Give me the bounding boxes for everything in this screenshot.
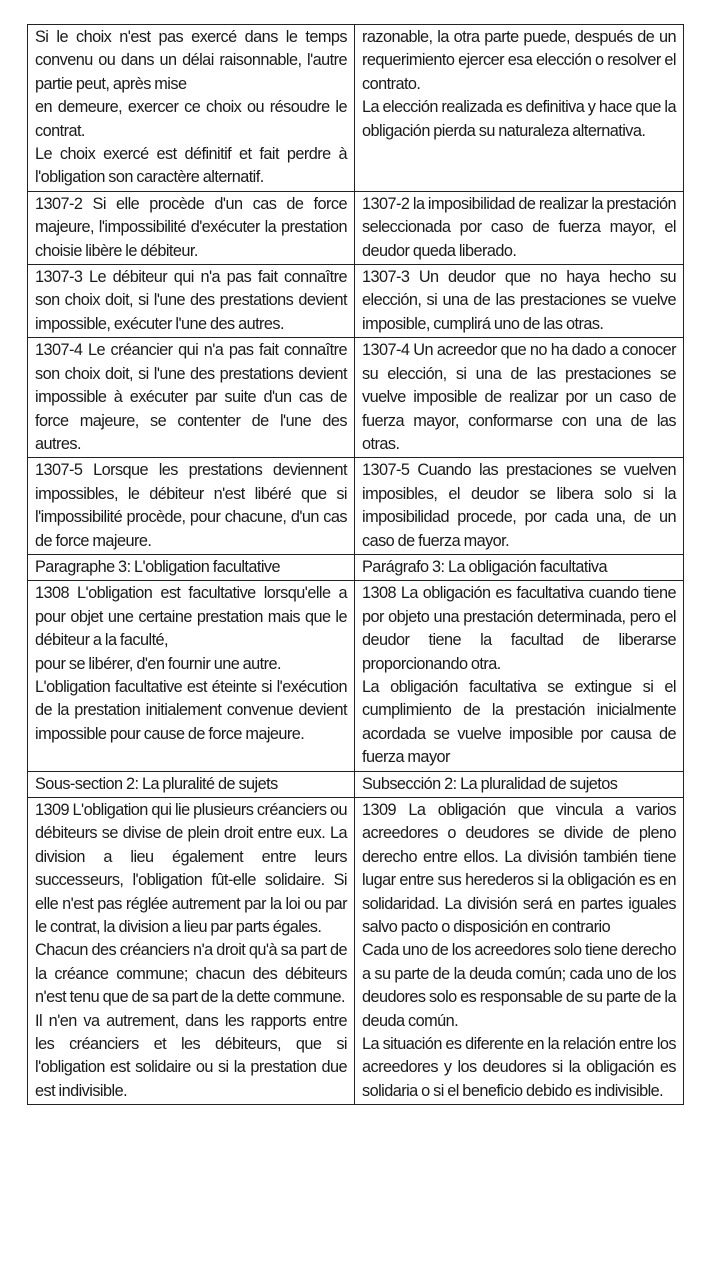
paragraph: razonable, la otra parte puede, después de un requerimiento ejercer esa elección o resolver el contrato. [362, 28, 676, 93]
french-text-cell [28, 798, 355, 1105]
paragraph: 1307-4 Un acreedor que no ha dado a conocer su elección, si una de las prestaciones se vuelve imposible de realizar por un caso de fuerza mayor, conformarse con una de las otras. [362, 341, 676, 453]
paragraph: L'obligation facultative est éteinte si l'exécution de la prestation initialement convenue devient impossible pour cause de force majeure. [35, 677, 347, 743]
spanish-text-cell [355, 338, 684, 458]
spanish-text-cell [355, 581, 684, 771]
paragraph: Chacun des créanciers n'a droit qu'à sa part de la créance commune; chacun des débiteurs n'est tenu que de sa part de la dette commune. [35, 941, 347, 1007]
table-row [28, 458, 684, 555]
paragraph: Le choix exercé est définitif et fait perdre à l'obligation son caractère alternatif. [35, 145, 347, 187]
table-body [28, 25, 684, 1105]
spanish-text-cell [355, 191, 684, 264]
paragraph: Subsección 2: La pluralidad de sujetos [362, 774, 618, 793]
table-row [28, 581, 684, 771]
paragraph: 1308 L'obligation est facultative lorsqu'elle a pour objet une certaine prestation mais que le débiteur a la faculté, [35, 584, 347, 650]
paragraph: pour se libérer, d'en fournir une autre. [35, 654, 282, 673]
paragraph: Sous-section 2: La pluralité de sujets [35, 774, 278, 793]
spanish-text-cell [355, 771, 684, 797]
table-row [28, 338, 684, 458]
french-text-cell [28, 338, 355, 458]
spanish-text-cell [355, 458, 684, 555]
table-row [28, 191, 684, 264]
spanish-text-cell [355, 554, 684, 580]
french-text-cell [28, 771, 355, 797]
section-heading-row [28, 554, 684, 580]
paragraph: Parágrafo 3: La obligación facultativa [362, 557, 608, 576]
paragraph: 1309 L'obligation qui lie plusieurs créanciers ou débiteurs se divise de plein droit entre eux. La division a lieu également entre leurs successeurs, l'obligation fût-elle solidaire. Si elle n'est pas réglée autrement par la loi ou par le contrat, la division a lieu par parts égales. [35, 801, 347, 937]
paragraph: La elección realizada es definitiva y hace que la obligación pierda su naturaleza alternativa. [362, 98, 676, 140]
paragraph: 1307-2 Si elle procède d'un cas de force majeure, l'impossibilité d'exécuter la prestation choisie libère le débiteur. [35, 194, 347, 260]
french-text-cell [28, 191, 355, 264]
table-row [28, 798, 684, 1105]
paragraph: Si le choix n'est pas exercé dans le temps convenu ou dans un délai raisonnable, l'autre partie peut, après mise [35, 28, 347, 93]
paragraph: La obligación facultativa se extingue si el cumplimiento de la prestación inicialmente acordada se vuelve imposible por causa de fuerza mayor [362, 677, 676, 767]
paragraph: 1309 La obligación que vincula a varios acreedores o deudores se divide de pleno derecho entre ellos. La división también tiene lugar entre sus herederos si la obligación es en solidaridad. La división será en partes iguales salvo pacto o disposición en contrario [362, 801, 676, 937]
french-text-cell [28, 581, 355, 771]
paragraph: Cada uno de los acreedores solo tiene derecho a su parte de la deuda común; cada uno de los deudores solo es responsable de su parte de la deuda común. [362, 941, 676, 1030]
french-text-cell [28, 265, 355, 338]
paragraph: Paragraphe 3: L'obligation facultative [35, 557, 281, 576]
table-row [28, 265, 684, 338]
paragraph: 1307-2 la imposibilidad de realizar la prestación seleccionada por caso de fuerza mayor, el deudor queda liberado. [362, 194, 676, 260]
table-row [28, 25, 684, 192]
paragraph: 1307-5 Lorsque les prestations deviennent impossibles, le débiteur n'est libéré que si l'impossibilité procède, pour chacune, d'un cas de force majeure. [35, 461, 347, 550]
paragraph: 1307-5 Cuando las prestaciones se vuelven imposibles, el deudor se libera solo si la imposibilidad procede, por cada una, de un caso de fuerza mayor. [362, 461, 676, 550]
french-text-cell [28, 25, 355, 192]
paragraph: 1307-3 Le débiteur qui n'a pas fait connaître son choix doit, si l'une des prestations devient impossible, exécuter l'une des autres. [35, 268, 347, 333]
spanish-text-cell [355, 265, 684, 338]
paragraph: en demeure, exercer ce choix ou résoudre le contrat. [35, 98, 347, 140]
paragraph: 1307-3 Un deudor que no haya hecho su elección, si una de las prestaciones se vuelve imposible, cumplirá uno de las otras. [362, 268, 676, 333]
spanish-text-cell [355, 25, 684, 192]
paragraph: Il n'en va autrement, dans les rapports entre les créanciers et les débiteurs, que si l'obligation est solidaire ou si la prestation due est indivisible. [35, 1011, 347, 1100]
bilingual-article-table [27, 24, 684, 1105]
paragraph: 1308 La obligación es facultativa cuando tiene por objeto una prestación determinada, pero el deudor tiene la facultad de liberarse proporcionando otra. [362, 584, 676, 673]
section-heading-row [28, 771, 684, 797]
paragraph: 1307-4 Le créancier qui n'a pas fait connaître son choix doit, si l'une des prestations devient impossible à exécuter par suite d'un cas de force majeure, se contenter de l'une des autres. [35, 341, 347, 453]
paragraph: La situación es diferente en la relación entre los acreedores y los deudores si la obligación es solidaria o si el beneficio debido es indivisible. [362, 1035, 676, 1100]
french-text-cell [28, 554, 355, 580]
french-text-cell [28, 458, 355, 555]
spanish-text-cell [355, 798, 684, 1105]
